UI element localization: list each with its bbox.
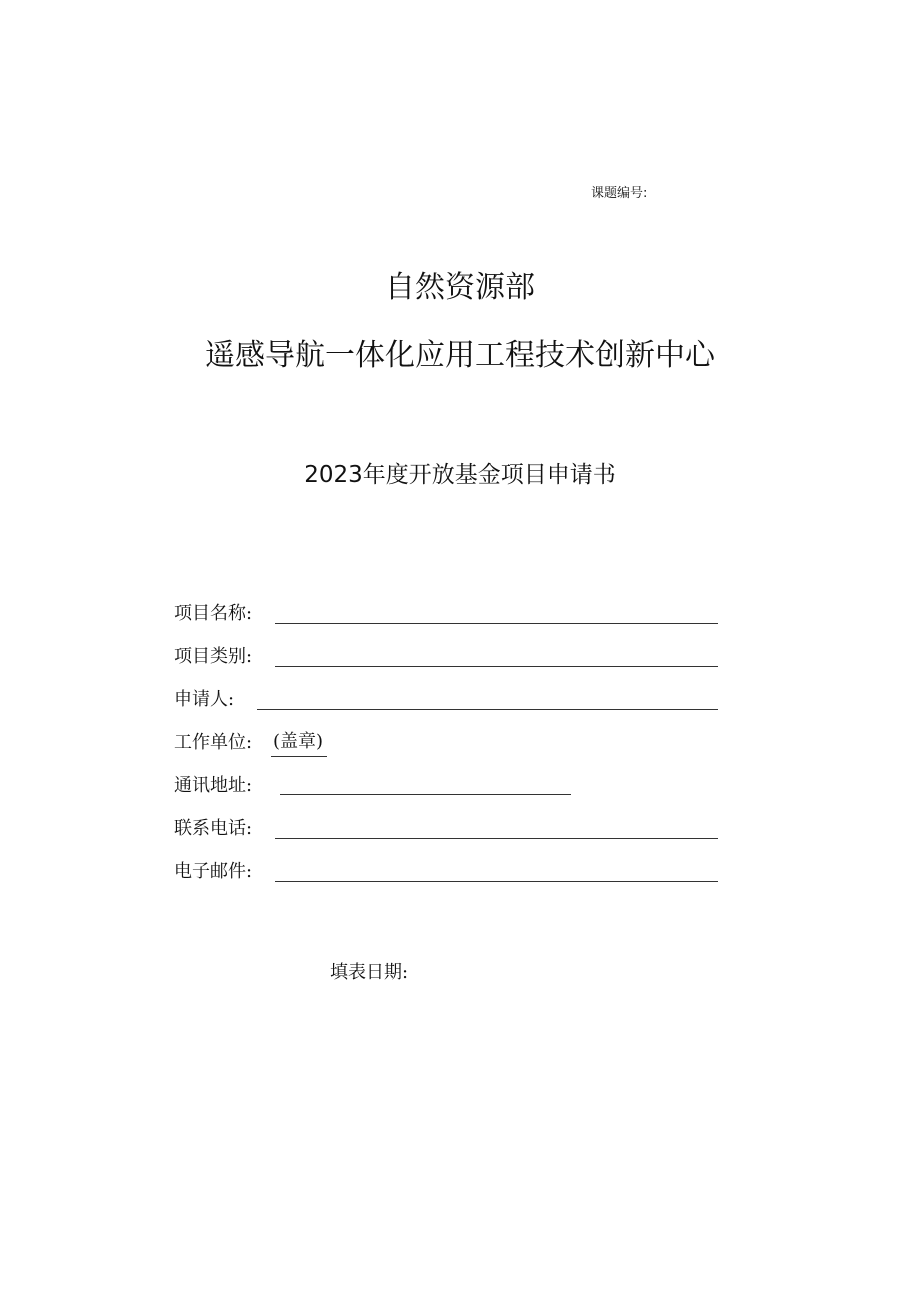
project-category-label: 项目类别:: [174, 646, 253, 667]
project-name-label: 项目名称:: [174, 603, 253, 624]
ministry-name: 自然资源部: [385, 270, 535, 305]
applicant-field: [174, 685, 720, 715]
phone-label: 联系电话:: [174, 818, 253, 839]
seal-note[interactable]: (盖章): [271, 728, 327, 757]
address-label: 通讯地址:: [174, 775, 253, 796]
email-label: 电子邮件:: [174, 861, 253, 882]
applicant-label: 申请人:: [174, 689, 235, 710]
work-unit-label: 工作单位:: [174, 732, 253, 753]
project-name-field: [174, 599, 720, 629]
fill-date-label: 填表日期:: [330, 962, 409, 983]
applicant-blank-line[interactable]: [257, 709, 718, 710]
document-title: 2023年度开放基金项目申请书: [304, 462, 616, 488]
work-unit-field: [174, 728, 474, 758]
email-blank-line[interactable]: [275, 881, 718, 882]
address-field: [174, 771, 574, 801]
email-field: [174, 857, 720, 887]
phone-field: [174, 814, 720, 844]
project-category-blank-line[interactable]: [275, 666, 718, 667]
center-name: 遥感导航一体化应用工程技术创新中心: [205, 338, 715, 373]
project-name-blank-line[interactable]: [275, 623, 718, 624]
address-blank-line[interactable]: [280, 794, 571, 795]
project-number-label: 课题编号:: [591, 186, 648, 201]
project-category-field: [174, 642, 720, 672]
phone-blank-line[interactable]: [275, 838, 718, 839]
